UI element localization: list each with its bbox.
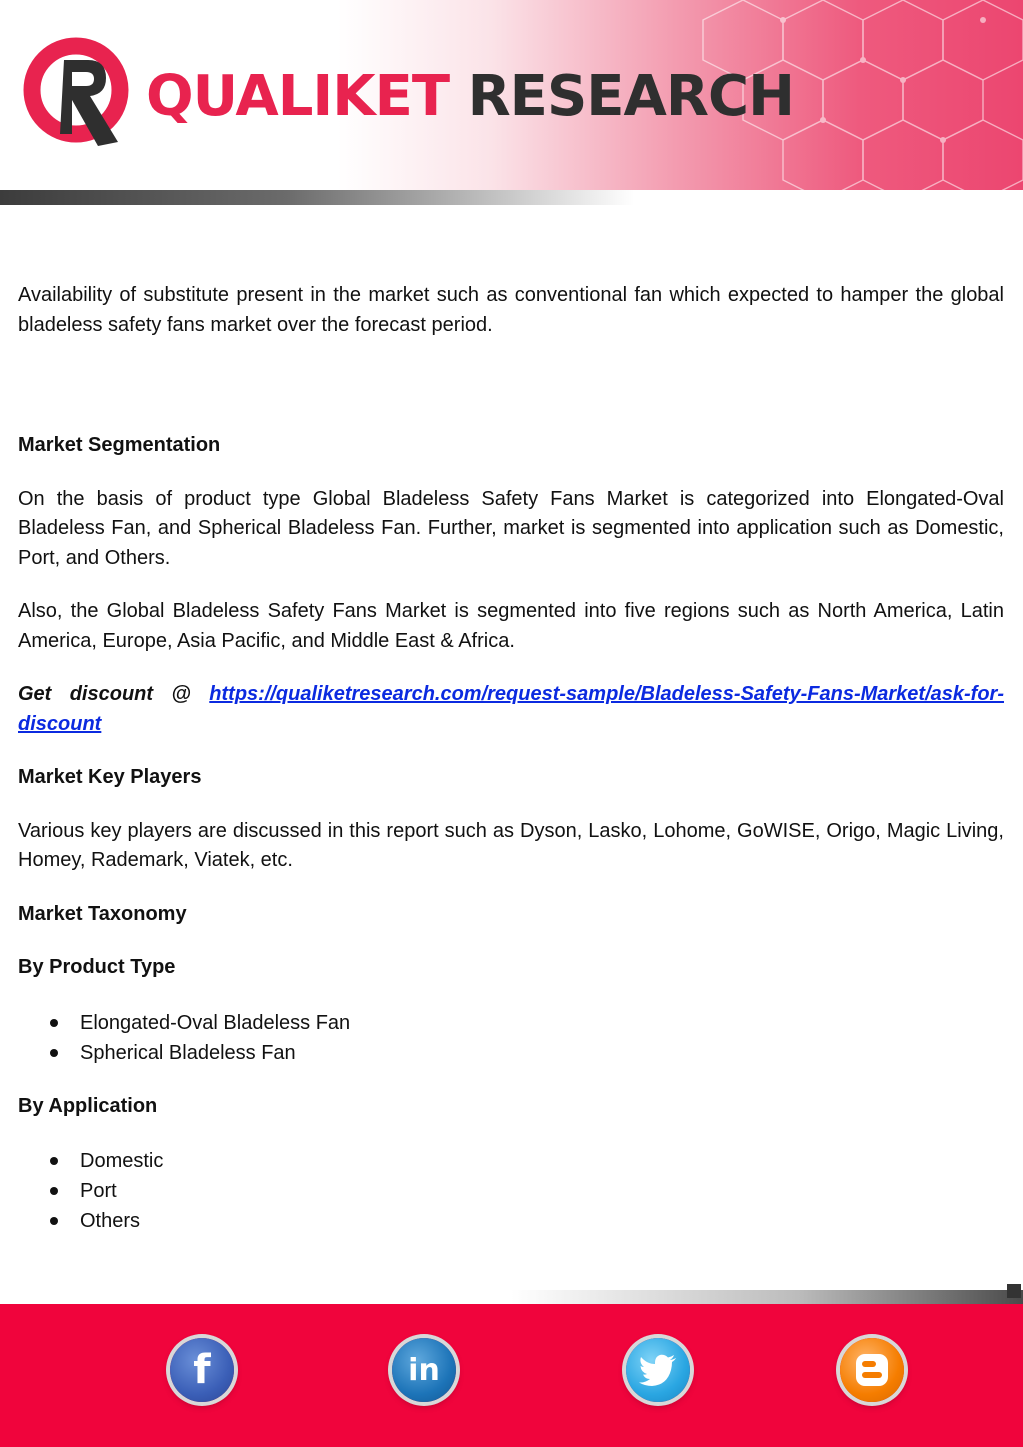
segmentation-paragraph-1: On the basis of product type Global Bladeless Safety Fans Market is categorized into Elongated-Oval Bladeless Fan, and Spherical Bladeless Fan. Further, market is segmented into application such as Domestic, Port, and Others. — [18, 487, 1004, 569]
header-divider-bar — [0, 190, 1023, 205]
segmentation-paragraph-2: Also, the Global Bladeless Safety Fans Market is segmented into five regions such as North America, Latin America, Europe, Asia Pacific, and Middle East & Africa. — [18, 600, 1004, 652]
brand-name-part1: QUALIKET — [146, 64, 450, 129]
product-type-list — [18, 1008, 1004, 1068]
blogger-icon[interactable] — [840, 1338, 904, 1402]
list-item: Spherical Bladeless Fan — [80, 1038, 1004, 1068]
product-type-heading: By Product Type — [18, 956, 176, 978]
linkedin-glyph: in — [408, 1352, 440, 1388]
application-list — [18, 1146, 1004, 1236]
document-body — [18, 281, 1004, 1236]
facebook-icon[interactable] — [170, 1338, 234, 1402]
brand-name — [146, 62, 794, 132]
list-item: Others — [80, 1206, 1004, 1236]
key-players-heading: Market Key Players — [18, 766, 202, 788]
page-header — [0, 0, 1023, 205]
footer-divider-bar — [0, 1290, 1023, 1304]
key-players-paragraph: Various key players are discussed in this report such as Dyson, Lasko, Lohome, GoWISE, Origo, Magic Living, Homey, Rademark, Viatek, etc. — [18, 819, 1004, 871]
facebook-glyph: f — [193, 1347, 211, 1393]
list-item: Domestic — [80, 1146, 1004, 1176]
intro-paragraph: Availability of substitute present in the market such as conventional fan which expected to hamper the global bladeless safety fans market over the forecast period. — [18, 284, 1004, 336]
twitter-bird-icon — [639, 1354, 677, 1386]
list-item: Port — [80, 1176, 1004, 1206]
discount-line — [18, 680, 1004, 739]
footer-corner-mark — [1007, 1284, 1021, 1298]
blogger-b-icon — [854, 1352, 890, 1388]
discount-label: Get discount @ — [18, 683, 191, 705]
qr-logo-icon — [20, 34, 136, 152]
taxonomy-heading: Market Taxonomy — [18, 902, 187, 925]
segmentation-heading: Market Segmentation — [18, 434, 221, 456]
application-heading: By Application — [18, 1094, 158, 1117]
discount-link[interactable]: https://qualiketresearch.com/request-sample/Bladeless-Safety-Fans-Market/ask-for-discount — [18, 683, 1004, 735]
linkedin-icon[interactable] — [392, 1338, 456, 1402]
list-item: Elongated-Oval Bladeless Fan — [80, 1008, 1004, 1038]
brand-name-part2: RESEARCH — [467, 64, 794, 129]
twitter-icon[interactable] — [626, 1338, 690, 1402]
